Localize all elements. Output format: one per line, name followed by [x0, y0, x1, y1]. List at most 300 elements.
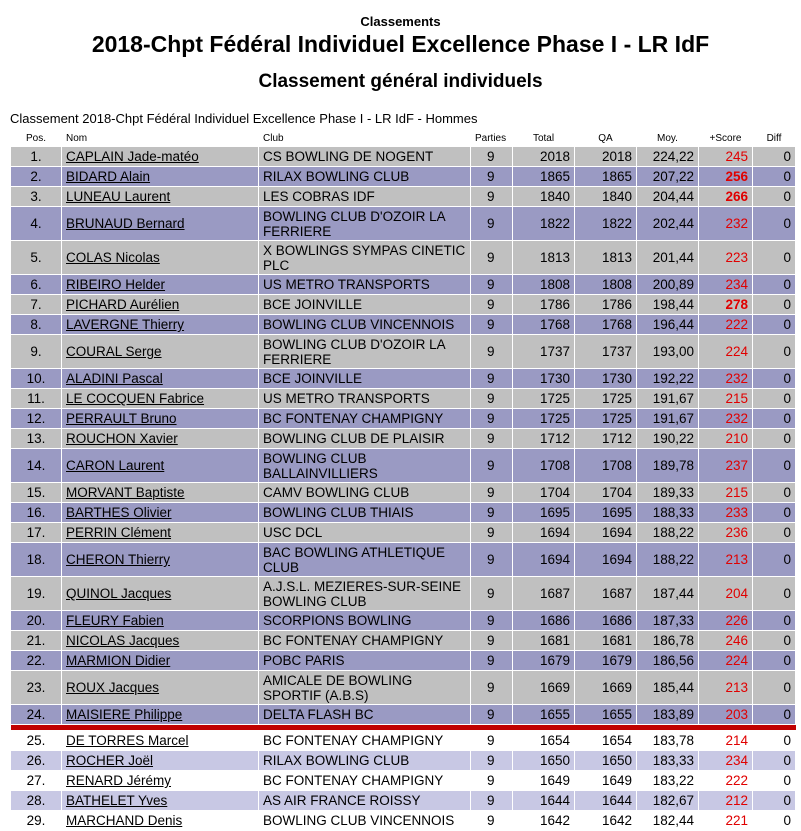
pos-cell: 29. — [11, 811, 62, 831]
club-cell: BC FONTENAY CHAMPIGNY — [259, 409, 471, 429]
player-link[interactable]: ROUX Jacques — [66, 680, 160, 695]
club-cell: BC FONTENAY CHAMPIGNY — [259, 771, 471, 791]
player-link[interactable]: BRUNAUD Bernard — [66, 216, 185, 231]
player-link[interactable]: LUNEAU Laurent — [66, 189, 171, 204]
total-cell: 1681 — [513, 631, 575, 651]
diff-cell: 0 — [753, 811, 796, 831]
table-row — [11, 207, 796, 241]
name-cell — [62, 631, 259, 651]
total-cell: 1712 — [513, 429, 575, 449]
name-cell — [62, 651, 259, 671]
moy-cell: 188,22 — [637, 523, 699, 543]
player-link[interactable]: CHERON Thierry — [66, 552, 171, 567]
total-cell: 1695 — [513, 503, 575, 523]
col-header-club[interactable]: Club — [259, 130, 471, 147]
diff-cell: 0 — [753, 429, 796, 449]
player-link[interactable]: PERRIN Clément — [66, 525, 172, 540]
pos-cell: 23. — [11, 671, 62, 705]
moy-cell: 183,89 — [637, 705, 699, 725]
score-cell: 224 — [699, 651, 753, 671]
table-row — [11, 651, 796, 671]
moy-cell: 202,44 — [637, 207, 699, 241]
player-link[interactable]: CARON Laurent — [66, 458, 165, 473]
parties-cell: 9 — [471, 275, 513, 295]
player-link[interactable]: LE COCQUEN Fabrice — [66, 391, 205, 406]
total-cell: 1655 — [513, 705, 575, 725]
pos-cell: 25. — [11, 731, 62, 751]
qa-cell: 1679 — [575, 651, 637, 671]
moy-cell: 192,22 — [637, 369, 699, 389]
name-cell — [62, 523, 259, 543]
club-cell: RILAX BOWLING CLUB — [259, 167, 471, 187]
player-link[interactable]: BIDARD Alain — [66, 169, 151, 184]
score-cell: 222 — [699, 771, 753, 791]
name-cell — [62, 671, 259, 705]
pos-cell: 19. — [11, 577, 62, 611]
diff-cell: 0 — [753, 631, 796, 651]
score-cell: 256 — [699, 167, 753, 187]
table-row — [11, 315, 796, 335]
moy-cell: 190,22 — [637, 429, 699, 449]
qa-cell: 1654 — [575, 731, 637, 751]
total-cell: 1768 — [513, 315, 575, 335]
player-link[interactable]: BARTHES Olivier — [66, 505, 172, 520]
club-cell: LES COBRAS IDF — [259, 187, 471, 207]
table-row — [11, 241, 796, 275]
total-cell: 1642 — [513, 811, 575, 831]
parties-cell: 9 — [471, 631, 513, 651]
pos-cell: 4. — [11, 207, 62, 241]
score-cell: 204 — [699, 577, 753, 611]
parties-cell: 9 — [471, 409, 513, 429]
pos-cell: 10. — [11, 369, 62, 389]
parties-cell: 9 — [471, 543, 513, 577]
diff-cell: 0 — [753, 187, 796, 207]
club-cell: RILAX BOWLING CLUB — [259, 751, 471, 771]
score-cell: 232 — [699, 409, 753, 429]
player-link[interactable]: MARMION Didier — [66, 653, 171, 668]
moy-cell: 186,78 — [637, 631, 699, 651]
diff-cell: 0 — [753, 147, 796, 167]
total-cell: 2018 — [513, 147, 575, 167]
pos-cell: 2. — [11, 167, 62, 187]
qa-cell: 1768 — [575, 315, 637, 335]
qa-cell: 1694 — [575, 523, 637, 543]
table-row — [11, 611, 796, 631]
pos-cell: 22. — [11, 651, 62, 671]
total-cell: 1687 — [513, 577, 575, 611]
pos-cell: 27. — [11, 771, 62, 791]
diff-cell: 0 — [753, 275, 796, 295]
club-cell: CAMV BOWLING CLUB — [259, 483, 471, 503]
qa-cell: 1695 — [575, 503, 637, 523]
table-row — [11, 429, 796, 449]
name-cell — [62, 241, 259, 275]
col-header-score[interactable]: +Score — [699, 130, 753, 147]
score-cell: 278 — [699, 295, 753, 315]
club-cell: SCORPIONS BOWLING — [259, 611, 471, 631]
diff-cell: 0 — [753, 503, 796, 523]
score-cell: 233 — [699, 503, 753, 523]
qa-cell: 1686 — [575, 611, 637, 631]
table-row — [11, 577, 796, 611]
table-row — [11, 791, 796, 811]
club-cell: BOWLING CLUB DE PLAISIR — [259, 429, 471, 449]
club-cell: USC DCL — [259, 523, 471, 543]
total-cell: 1669 — [513, 671, 575, 705]
name-cell — [62, 187, 259, 207]
player-link[interactable]: BATHELET Yves — [66, 793, 168, 808]
score-cell: 266 — [699, 187, 753, 207]
club-cell: BOWLING CLUB THIAIS — [259, 503, 471, 523]
parties-cell: 9 — [471, 671, 513, 705]
diff-cell: 0 — [753, 523, 796, 543]
table-row — [11, 409, 796, 429]
qa-cell: 1669 — [575, 671, 637, 705]
name-cell — [62, 731, 259, 751]
club-cell: AMICALE DE BOWLING SPORTIF (A.B.S) — [259, 671, 471, 705]
parties-cell: 9 — [471, 811, 513, 831]
pos-cell: 1. — [11, 147, 62, 167]
club-cell: BOWLING CLUB BALLAINVILLIERS — [259, 449, 471, 483]
parties-cell: 9 — [471, 771, 513, 791]
total-cell: 1737 — [513, 335, 575, 369]
player-link[interactable]: CAPLAIN Jade-matéo — [66, 149, 199, 164]
top-label: Classements — [360, 14, 441, 29]
moy-cell: 191,67 — [637, 389, 699, 409]
name-cell — [62, 369, 259, 389]
total-cell: 1822 — [513, 207, 575, 241]
diff-cell: 0 — [753, 751, 796, 771]
moy-cell: 182,44 — [637, 811, 699, 831]
diff-cell: 0 — [753, 315, 796, 335]
name-cell — [62, 449, 259, 483]
total-cell: 1644 — [513, 791, 575, 811]
qa-cell: 1725 — [575, 409, 637, 429]
player-link[interactable]: ALADINI Pascal — [66, 371, 163, 386]
diff-cell: 0 — [753, 207, 796, 241]
player-link[interactable]: MORVANT Baptiste — [66, 485, 185, 500]
parties-cell: 9 — [471, 731, 513, 751]
player-link[interactable]: RENARD Jérémy — [66, 773, 172, 788]
moy-cell: 182,67 — [637, 791, 699, 811]
diff-cell: 0 — [753, 771, 796, 791]
total-cell: 1686 — [513, 611, 575, 631]
col-header-diff[interactable]: Diff — [753, 130, 796, 147]
score-cell: 213 — [699, 543, 753, 577]
club-cell: BC FONTENAY CHAMPIGNY — [259, 731, 471, 751]
name-cell — [62, 577, 259, 611]
qa-cell: 1655 — [575, 705, 637, 725]
score-cell: 222 — [699, 315, 753, 335]
player-link[interactable]: MAISIERE Philippe — [66, 707, 183, 722]
moy-cell: 187,44 — [637, 577, 699, 611]
parties-cell: 9 — [471, 791, 513, 811]
ranking-table — [10, 129, 796, 831]
name-cell — [62, 811, 259, 831]
col-header-moy[interactable]: Moy. — [637, 130, 699, 147]
diff-cell: 0 — [753, 791, 796, 811]
qa-cell: 1704 — [575, 483, 637, 503]
table-row — [11, 389, 796, 409]
moy-cell: 224,22 — [637, 147, 699, 167]
table-row — [11, 449, 796, 483]
moy-cell: 183,22 — [637, 771, 699, 791]
diff-cell: 0 — [753, 543, 796, 577]
club-cell: X BOWLINGS SYMPAS CINETIC PLC — [259, 241, 471, 275]
pos-cell: 3. — [11, 187, 62, 207]
club-cell: A.J.S.L. MEZIERES-SUR-SEINE BOWLING CLUB — [259, 577, 471, 611]
total-cell: 1840 — [513, 187, 575, 207]
score-cell: 215 — [699, 389, 753, 409]
moy-cell: 204,44 — [637, 187, 699, 207]
pos-cell: 5. — [11, 241, 62, 275]
score-cell: 234 — [699, 275, 753, 295]
club-cell: US METRO TRANSPORTS — [259, 275, 471, 295]
player-link[interactable]: COURAL Serge — [66, 344, 162, 359]
moy-cell: 201,44 — [637, 241, 699, 275]
name-cell — [62, 409, 259, 429]
parties-cell: 9 — [471, 389, 513, 409]
name-cell — [62, 543, 259, 577]
total-cell: 1865 — [513, 167, 575, 187]
score-cell: 246 — [699, 631, 753, 651]
qa-cell: 1865 — [575, 167, 637, 187]
qa-cell: 1708 — [575, 449, 637, 483]
pos-cell: 11. — [11, 389, 62, 409]
name-cell — [62, 751, 259, 771]
name-cell — [62, 275, 259, 295]
score-cell: 214 — [699, 731, 753, 751]
player-link[interactable]: QUINOL Jacques — [66, 586, 172, 601]
name-cell — [62, 315, 259, 335]
qa-cell: 1786 — [575, 295, 637, 315]
page-subtitle: Classement général individuels — [258, 71, 543, 92]
qa-cell: 1694 — [575, 543, 637, 577]
score-cell: 232 — [699, 207, 753, 241]
pos-cell: 7. — [11, 295, 62, 315]
player-link[interactable]: PICHARD Aurélien — [66, 297, 180, 312]
parties-cell: 9 — [471, 523, 513, 543]
diff-cell: 0 — [753, 241, 796, 275]
player-link[interactable]: NICOLAS Jacques — [66, 633, 180, 648]
total-cell: 1679 — [513, 651, 575, 671]
qa-cell: 1650 — [575, 751, 637, 771]
parties-cell: 9 — [471, 315, 513, 335]
total-cell: 1808 — [513, 275, 575, 295]
table-row — [11, 543, 796, 577]
parties-cell: 9 — [471, 611, 513, 631]
diff-cell: 0 — [753, 369, 796, 389]
player-link[interactable]: ROCHER Joël — [66, 753, 154, 768]
name-cell — [62, 335, 259, 369]
player-link[interactable]: COLAS Nicolas — [66, 250, 160, 265]
moy-cell: 191,67 — [637, 409, 699, 429]
club-cell: BOWLING CLUB D'OZOIR LA FERRIERE — [259, 335, 471, 369]
table-row — [11, 523, 796, 543]
qa-cell: 1822 — [575, 207, 637, 241]
name-cell — [62, 791, 259, 811]
name-cell — [62, 771, 259, 791]
table-row — [11, 631, 796, 651]
score-cell: 226 — [699, 611, 753, 631]
moy-cell: 186,56 — [637, 651, 699, 671]
score-cell: 223 — [699, 241, 753, 275]
club-cell: US METRO TRANSPORTS — [259, 389, 471, 409]
moy-cell: 185,44 — [637, 671, 699, 705]
diff-cell: 0 — [753, 671, 796, 705]
name-cell — [62, 295, 259, 315]
total-cell: 1730 — [513, 369, 575, 389]
score-cell: 245 — [699, 147, 753, 167]
score-cell: 210 — [699, 429, 753, 449]
total-cell: 1694 — [513, 543, 575, 577]
total-cell: 1708 — [513, 449, 575, 483]
total-cell: 1649 — [513, 771, 575, 791]
parties-cell: 9 — [471, 577, 513, 611]
diff-cell: 0 — [753, 449, 796, 483]
name-cell — [62, 207, 259, 241]
table-row — [11, 295, 796, 315]
pos-cell: 16. — [11, 503, 62, 523]
parties-cell: 9 — [471, 503, 513, 523]
name-cell — [62, 389, 259, 409]
parties-cell: 9 — [471, 429, 513, 449]
pos-cell: 14. — [11, 449, 62, 483]
score-cell: 203 — [699, 705, 753, 725]
table-row — [11, 335, 796, 369]
pos-cell: 9. — [11, 335, 62, 369]
club-cell: DELTA FLASH BC — [259, 705, 471, 725]
club-cell: BOWLING CLUB VINCENNOIS — [259, 315, 471, 335]
parties-cell: 9 — [471, 483, 513, 503]
table-caption: Classement 2018-Chpt Fédéral Individuel Excellence Phase I - LR IdF - Hommes — [10, 111, 478, 126]
table-row — [11, 483, 796, 503]
moy-cell: 198,44 — [637, 295, 699, 315]
pos-cell: 8. — [11, 315, 62, 335]
diff-cell: 0 — [753, 295, 796, 315]
pos-cell: 6. — [11, 275, 62, 295]
score-cell: 215 — [699, 483, 753, 503]
col-header-total[interactable]: Total — [513, 130, 575, 147]
club-cell: AS AIR FRANCE ROISSY — [259, 791, 471, 811]
table-row — [11, 369, 796, 389]
moy-cell: 193,00 — [637, 335, 699, 369]
total-cell: 1694 — [513, 523, 575, 543]
pos-cell: 24. — [11, 705, 62, 725]
table-row — [11, 187, 796, 207]
col-header-parties[interactable]: Parties — [471, 130, 513, 147]
player-link[interactable]: PERRAULT Bruno — [66, 411, 177, 426]
table-row — [11, 275, 796, 295]
total-cell: 1813 — [513, 241, 575, 275]
qa-cell: 1730 — [575, 369, 637, 389]
player-link[interactable]: FLEURY Fabien — [66, 613, 164, 628]
score-cell: 236 — [699, 523, 753, 543]
table-row — [11, 771, 796, 791]
moy-cell: 188,33 — [637, 503, 699, 523]
col-header-name[interactable]: Nom — [62, 130, 259, 147]
total-cell: 1654 — [513, 731, 575, 751]
total-cell: 1725 — [513, 409, 575, 429]
pos-cell: 17. — [11, 523, 62, 543]
table-row — [11, 705, 796, 725]
parties-cell: 9 — [471, 241, 513, 275]
parties-cell: 9 — [471, 369, 513, 389]
score-cell: 232 — [699, 369, 753, 389]
qa-cell: 1813 — [575, 241, 637, 275]
total-cell: 1650 — [513, 751, 575, 771]
parties-cell: 9 — [471, 705, 513, 725]
parties-cell: 9 — [471, 295, 513, 315]
table-row — [11, 503, 796, 523]
col-header-pos[interactable]: Pos. — [11, 130, 62, 147]
parties-cell: 9 — [471, 449, 513, 483]
score-cell: 212 — [699, 791, 753, 811]
name-cell — [62, 147, 259, 167]
moy-cell: 189,78 — [637, 449, 699, 483]
pos-cell: 28. — [11, 791, 62, 811]
pos-cell: 18. — [11, 543, 62, 577]
diff-cell: 0 — [753, 483, 796, 503]
parties-cell: 9 — [471, 751, 513, 771]
qa-cell: 1808 — [575, 275, 637, 295]
parties-cell: 9 — [471, 187, 513, 207]
qa-cell: 1712 — [575, 429, 637, 449]
moy-cell: 189,33 — [637, 483, 699, 503]
pos-cell: 20. — [11, 611, 62, 631]
qa-cell: 1644 — [575, 791, 637, 811]
qa-cell: 1649 — [575, 771, 637, 791]
player-link[interactable]: DE TORRES Marcel — [66, 733, 189, 748]
score-cell: 221 — [699, 811, 753, 831]
total-cell: 1704 — [513, 483, 575, 503]
qa-cell: 1737 — [575, 335, 637, 369]
club-cell: BCE JOINVILLE — [259, 295, 471, 315]
pos-cell: 13. — [11, 429, 62, 449]
table-row — [11, 671, 796, 705]
qa-cell: 1687 — [575, 577, 637, 611]
qa-cell: 1642 — [575, 811, 637, 831]
score-cell: 237 — [699, 449, 753, 483]
parties-cell: 9 — [471, 335, 513, 369]
total-cell: 1725 — [513, 389, 575, 409]
name-cell — [62, 483, 259, 503]
club-cell: BC FONTENAY CHAMPIGNY — [259, 631, 471, 651]
table-row — [11, 731, 796, 751]
name-cell — [62, 429, 259, 449]
total-cell: 1786 — [513, 295, 575, 315]
club-cell: POBC PARIS — [259, 651, 471, 671]
qa-cell: 1840 — [575, 187, 637, 207]
parties-cell: 9 — [471, 167, 513, 187]
diff-cell: 0 — [753, 731, 796, 751]
diff-cell: 0 — [753, 577, 796, 611]
player-link[interactable]: ROUCHON Xavier — [66, 431, 178, 446]
moy-cell: 207,22 — [637, 167, 699, 187]
pos-cell: 21. — [11, 631, 62, 651]
qa-cell: 2018 — [575, 147, 637, 167]
player-link[interactable]: RIBEIRO Helder — [66, 277, 166, 292]
col-header-qa[interactable]: QA — [575, 130, 637, 147]
qa-cell: 1725 — [575, 389, 637, 409]
diff-cell: 0 — [753, 611, 796, 631]
player-link[interactable]: MARCHAND Denis — [66, 813, 183, 828]
pos-cell: 12. — [11, 409, 62, 429]
moy-cell: 183,78 — [637, 731, 699, 751]
parties-cell: 9 — [471, 147, 513, 167]
player-link[interactable]: LAVERGNE Thierry — [66, 317, 185, 332]
